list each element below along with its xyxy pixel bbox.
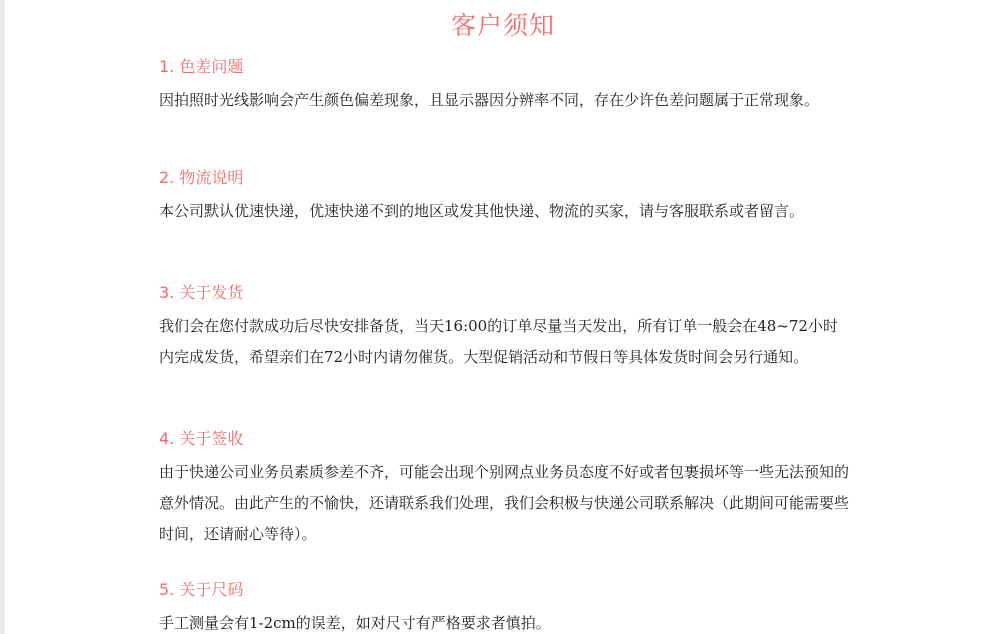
notice-section-sizing xyxy=(159,578,859,634)
notice-section-logistics xyxy=(159,166,859,227)
section-body: 手工测量会有1-2cm的误差，如对尺寸有严格要求者慎拍。 xyxy=(159,614,551,632)
page-left-border xyxy=(0,0,5,634)
section-body: 因拍照时光线影响会产生颜色偏差现象，且显示器因分辨率不同，存在少许色差问题属于正常现象。 xyxy=(159,91,820,109)
section-body: 由于快递公司业务员素质参差不齐，可能会出现个别网点业务员态度不好或者包裹损坏等一些无法预知的意外情况。由此产生的不愉快，还请联系我们处理，我们会积极与快递公司联系解决（此期间可能需要些时间，还请耐心等待）。 xyxy=(159,463,850,543)
section-heading: 3. 关于发货 xyxy=(159,283,244,302)
notice-section-color-difference xyxy=(159,55,859,116)
section-heading: 4. 关于签收 xyxy=(159,429,244,448)
notice-section-receipt xyxy=(159,427,859,550)
section-body: 我们会在您付款成功后尽快安排备货，当天16:00的订单尽量当天发出，所有订单一般会在48~72小时内完成发货，希望亲们在72小时内请勿催货。大型促销活动和节假日等具体发货时间会另行通知。 xyxy=(159,317,838,366)
section-heading: 5. 关于尺码 xyxy=(159,580,244,599)
section-heading: 2. 物流说明 xyxy=(159,168,244,187)
section-body: 本公司默认优速快递，优速快递不到的地区或发其他快递、物流的买家，请与客服联系或者留言。 xyxy=(159,202,805,220)
page-title: 客户须知 xyxy=(450,11,555,40)
notice-section-shipping xyxy=(159,281,859,373)
section-heading: 1. 色差问题 xyxy=(159,57,244,76)
